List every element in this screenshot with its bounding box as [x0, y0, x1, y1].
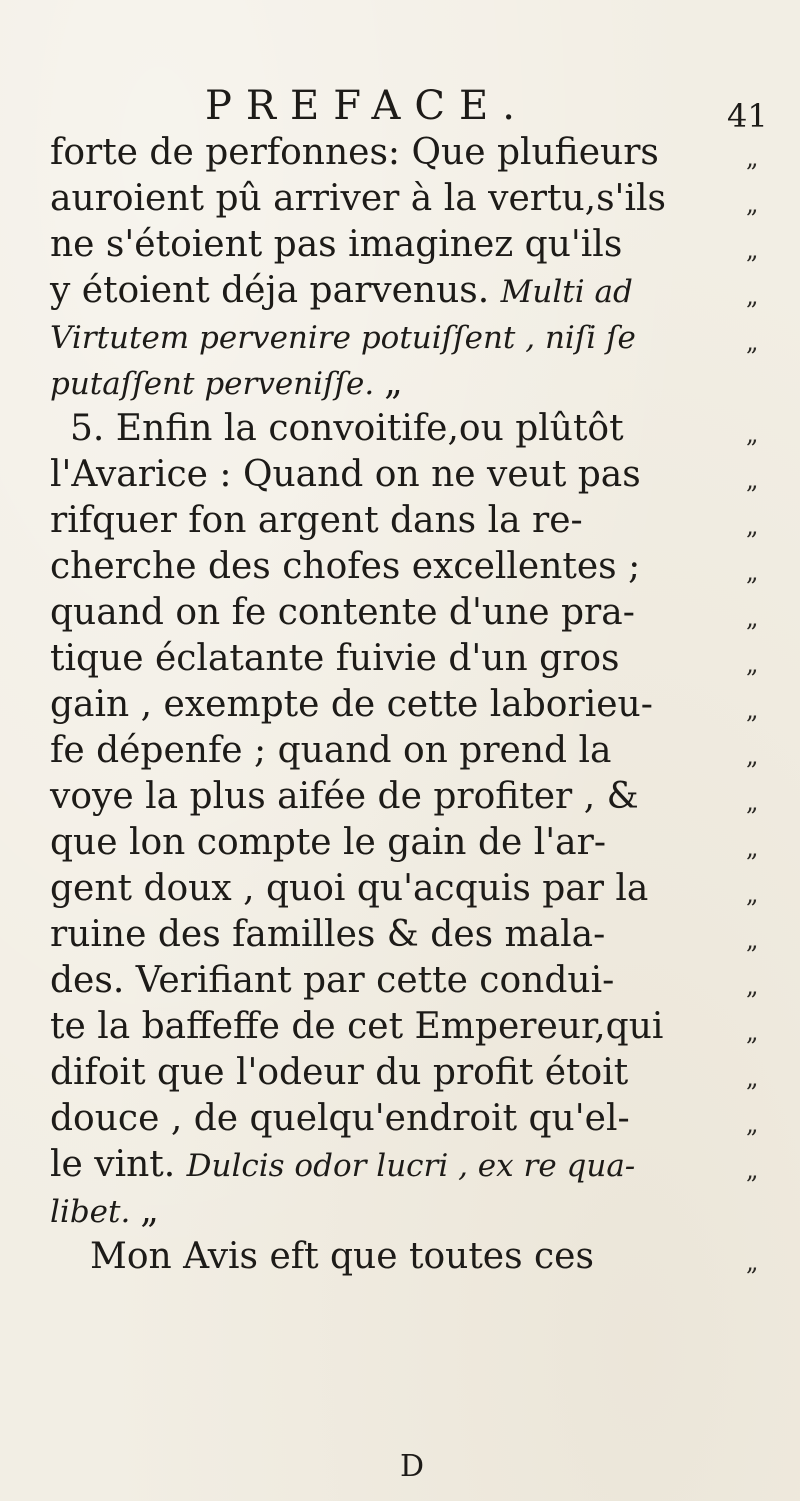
line-text: „	[384, 362, 403, 403]
text-line	[50, 1188, 740, 1234]
margin-quote: „	[746, 696, 759, 724]
line-text: gent doux , quoi qu'acquis par la	[50, 868, 649, 909]
line-text: fe dépenfe ; quand on prend la	[50, 730, 612, 771]
text-line	[50, 1004, 740, 1050]
text-line	[50, 452, 740, 498]
text-line	[50, 728, 740, 774]
margin-quote: „	[746, 420, 759, 448]
margin-quote: „	[746, 466, 759, 494]
line-text: difoit que l'odeur du profit étoit	[50, 1052, 629, 1093]
text-line	[50, 1234, 740, 1280]
margin-quote: „	[746, 328, 759, 356]
text-line	[50, 636, 740, 682]
margin-quote	[746, 1188, 796, 1234]
running-header: PREFACE.	[205, 83, 529, 129]
text-line	[50, 820, 740, 866]
margin-quote: „	[746, 1248, 759, 1276]
text-line	[50, 958, 740, 1004]
text-line	[50, 774, 740, 820]
margin-quote: „	[746, 282, 759, 310]
line-text: y étoient déja parvenus.	[50, 270, 501, 311]
margin-quote: „	[746, 650, 759, 678]
line-text: ne s'étoient pas imaginez qu'ils	[50, 224, 623, 265]
text-line	[50, 222, 740, 268]
text-line	[50, 912, 740, 958]
margin-quote: „	[746, 558, 759, 586]
line-text: auroient pû arriver à la vertu,s'ils	[50, 178, 666, 219]
margin-quote-marks	[746, 130, 796, 1280]
margin-quote: „	[746, 512, 759, 540]
line-text: l'Avarice : Quand on ne veut pas	[50, 454, 641, 495]
text-line	[50, 130, 740, 176]
italic-latin-text: Dulcis odor lucri , ex re qua-	[186, 1148, 636, 1184]
line-text: Mon Avis eft que toutes ces	[90, 1236, 594, 1277]
margin-quote: „	[746, 236, 759, 264]
text-line	[50, 590, 740, 636]
italic-latin-text: Virtutem pervenire potuiſſent , niſi ſe	[50, 320, 636, 356]
margin-quote: „	[746, 1110, 759, 1138]
margin-quote: „	[746, 1018, 759, 1046]
line-text: cherche des chofes excellentes ;	[50, 546, 641, 587]
page-number: 41	[727, 97, 768, 135]
italic-latin-text: libet.	[50, 1194, 141, 1230]
body-text	[50, 130, 740, 1280]
text-line	[50, 314, 740, 360]
margin-quote	[746, 360, 796, 406]
margin-quote: „	[746, 834, 759, 862]
line-text: gain , exempte de cette laborieu-	[50, 684, 653, 725]
text-line	[50, 682, 740, 728]
signature-mark: D	[400, 1449, 425, 1484]
line-text: te la baffeffe de cet Empereur,qui	[50, 1006, 664, 1047]
line-text: ruine des familles & des mala-	[50, 914, 606, 955]
margin-quote: „	[746, 788, 759, 816]
line-text: des. Verifiant par cette condui-	[50, 960, 615, 1001]
text-line	[50, 498, 740, 544]
margin-quote: „	[746, 604, 759, 632]
text-line	[50, 1096, 740, 1142]
text-line	[50, 268, 740, 314]
line-text: voye la plus aifée de profiter , &	[50, 776, 639, 817]
text-line	[50, 866, 740, 912]
margin-quote: „	[746, 742, 759, 770]
margin-quote: „	[746, 144, 759, 172]
text-line	[50, 406, 740, 452]
line-text: forte de perfonnes: Que plufieurs	[50, 132, 659, 173]
line-text: que lon compte le gain de l'ar-	[50, 822, 606, 863]
line-text: quand on fe contente d'une pra-	[50, 592, 635, 633]
italic-latin-text: putaſſent perveniſſe.	[50, 366, 385, 402]
line-text: tique éclatante fuivie d'un gros	[50, 638, 620, 679]
margin-quote: „	[746, 1156, 759, 1184]
text-line	[50, 360, 740, 406]
italic-latin-text: Multi ad	[500, 274, 633, 310]
margin-quote: „	[746, 926, 759, 954]
line-text: „	[140, 1190, 159, 1231]
margin-quote: „	[746, 972, 759, 1000]
margin-quote: „	[746, 1064, 759, 1092]
line-text: douce , de quelqu'endroit qu'el-	[50, 1098, 630, 1139]
line-text: rifquer fon argent dans la re-	[50, 500, 583, 541]
text-line	[50, 1142, 740, 1188]
text-line	[50, 1050, 740, 1096]
line-text: le vint.	[50, 1144, 187, 1185]
text-line	[50, 544, 740, 590]
text-line	[50, 176, 740, 222]
line-text: 5. Enfin la convoitife,ou plûtôt	[70, 408, 624, 449]
margin-quote: „	[746, 880, 759, 908]
margin-quote: „	[746, 190, 759, 218]
